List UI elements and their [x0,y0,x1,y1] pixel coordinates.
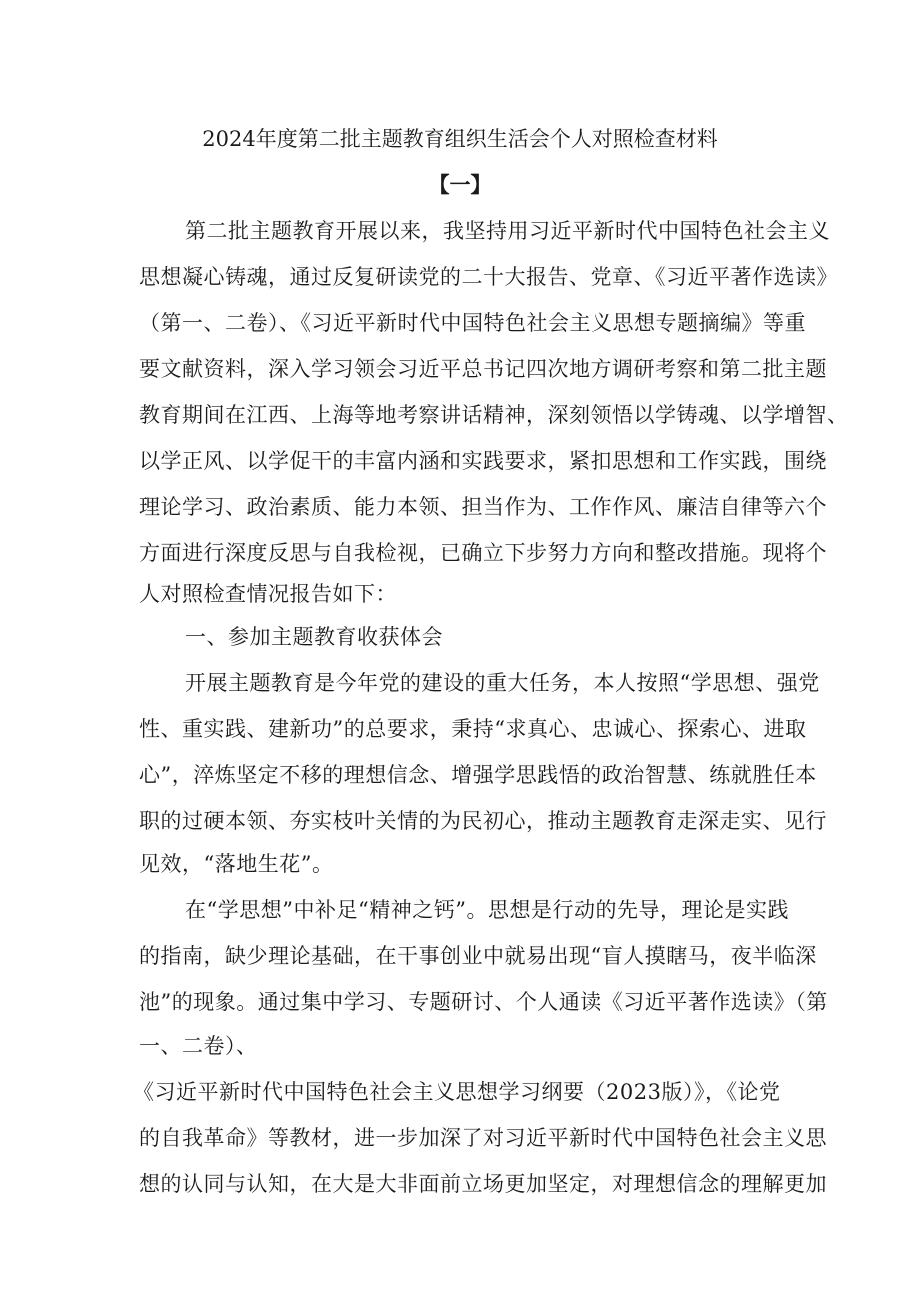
paragraph-line: 第二批主题教育开展以来，我坚持用习近平新时代中国特色社会主义 [185,219,830,243]
document-title: 2024年度第二批主题教育组织生活会个人对照检查材料 [202,127,718,151]
paragraph-line: 方面进行深度反思与自我检视，已确立下步努力方向和整改措施。现将个 [139,541,827,565]
section-marker: 【一】 [428,172,492,197]
paragraph-line: 性、重实践、建新功”的总要求，秉持“求真心、忠诚心、探索心、进取 [139,717,807,741]
paragraph-line: 想的认同与认知，在大是大非面前立场更加坚定，对理想信念的理解更加 [139,1172,827,1196]
paragraph-line: （第一、二卷）、《习近平新时代中国特色社会主义思想专题摘编》等重 [139,311,806,335]
paragraph-line: 理论学习、政治素质、能力本领、担当作为、工作作风、廉洁自律等六个 [139,495,827,519]
paragraph-line: 以学正风、以学促干的丰富内涵和实践要求，紧扣思想和工作实践，围绕 [139,449,827,473]
paragraph-line: 心”，淬炼坚定不移的理想信念、增强学思践悟的政治智慧、练就胜任本 [139,763,817,787]
paragraph-line: 人对照检查情况报告如下： [139,582,397,606]
paragraph-line: 职的过硬本领、夯实枝叶关情的为民初心，推动主题教育走深走实、见行 [139,809,827,833]
paragraph-line: 《习近平新时代中国特色社会主义思想学习纲要（2023版）》，《论党 [133,1080,781,1104]
paragraph-line: 要文献资料，深入学习领会习近平总书记四次地方调研考察和第二批主题 [139,357,827,381]
paragraph-line: 的自我革命》等教材，进一步加深了对习近平新时代中国特色社会主义思 [139,1126,827,1150]
paragraph-line: 教育期间在江西、上海等地考察讲话精神，深刻领悟以学铸魂、以学增智、 [139,403,849,427]
paragraph-line: 池”的现象。通过集中学习、专题研讨、个人通读《习近平著作选读》（第 [139,990,828,1014]
paragraph-line: 见效，“落地生花”。 [139,852,334,876]
paragraph-line: 开展主题教育是今年党的建设的重大任务，本人按照“学思想、强党 [185,671,820,695]
paragraph-line: 思想凝心铸魂，通过反复研读党的二十大报告、党章、《习近平著作选读》 [139,265,838,289]
paragraph-line: 一、二卷）、 [139,1034,258,1058]
paragraph-line: 在“学思想”中补足“精神之钙”。思想是行动的先导，理论是实践 [185,898,789,922]
section-heading: 一、参加主题教育收获体会 [185,625,443,649]
paragraph-line: 的指南，缺少理论基础，在干事创业中就易出现“盲人摸瞎马，夜半临深 [139,944,817,968]
